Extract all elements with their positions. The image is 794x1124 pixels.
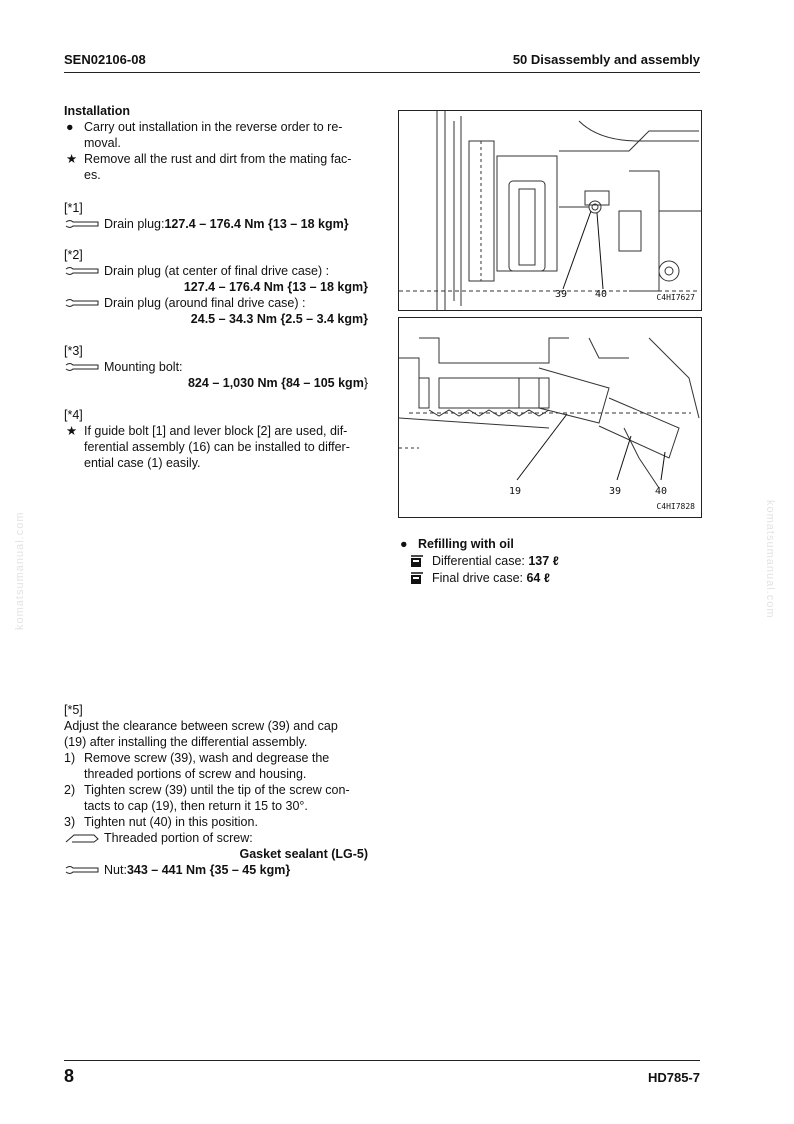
figure-1-callout-40: 40 [595, 289, 608, 300]
wrench-icon [64, 864, 100, 876]
header-rule [64, 72, 700, 73]
star-icon: ★ [66, 424, 78, 438]
ref3-section: [*3] Mounting bolt: 824 – 1,030 Nm {84 – 105 kgm} [64, 344, 368, 390]
star-icon: ★ [66, 152, 78, 166]
figure-2-code: C4HI7828 [656, 502, 695, 511]
ref4-section: [*4] ★ If guide bolt [1] and lever block [2] are used, dif- ferential assembly (16) can be installed to differ- ential case (1) easily. [64, 407, 368, 471]
star-item: ★ Remove all the rust and dirt from the mating fac- [66, 152, 352, 166]
section-title: 50 Disassembly and assembly [512, 52, 700, 67]
figure-1 [398, 110, 702, 311]
ref3-label: [*3] [64, 344, 83, 358]
oil-can-icon [410, 555, 424, 568]
torque-line: Drain plug: 127.4 – 176.4 Nm {13 – 18 kgm} [64, 216, 368, 232]
ref1-label: [*1] [64, 201, 83, 215]
figure-1-callout-39: 39 [555, 289, 568, 300]
installation-section: Installation ● Carry out installation in the reverse order to re- moval. ★ Remove all the rust and dirt from the mating fac- es. [64, 103, 368, 183]
figure-2-callout-19: 19 [509, 486, 522, 497]
ref2-label: [*2] [64, 248, 83, 262]
model-code: HD785-7 [647, 1070, 700, 1085]
refilling-section: ● Refilling with oil Differential case: 137 ℓ Final drive case: 64 ℓ [400, 537, 559, 585]
ref5-section: [*5] Adjust the clearance between screw (39) and cap (19) after installing the differential assembly. 1) Remove screw (39), wash and degrease the threaded portions of screw and housing. 2) Tighten screw (39) until the tip of the screw con- tacts to cap (19), then return it 15 to 30°. 3) Tighten nut (40) in this position. Threaded portion of screw: Gasket sealant (LG-5) Nut: 343 – 441 Nm {35 – 45 kgm} [64, 703, 368, 877]
oil-can-icon [410, 572, 424, 585]
figure-1-drawing [399, 111, 701, 310]
figure-1-code: C4HI7627 [656, 293, 695, 302]
doc-code: SEN02106-08 [64, 52, 146, 67]
bullet-icon: ● [400, 537, 408, 551]
wrench-icon [64, 218, 100, 230]
watermark-right: komatsumanual.com [764, 500, 776, 619]
ref1-section [64, 200, 368, 232]
bullet-item: ● Carry out installation in the reverse order to re- [66, 120, 343, 134]
ref5-label: [*5] [64, 703, 83, 717]
ref4-label: [*4] [64, 408, 83, 422]
step-3: 3) Tighten nut (40) in this position. [64, 815, 258, 829]
footer-rule [64, 1060, 700, 1061]
bullet-icon: ● [66, 120, 74, 134]
installation-heading: Installation [64, 104, 130, 118]
wrench-icon [64, 265, 100, 277]
sealant-icon [64, 832, 100, 844]
wrench-icon [64, 361, 100, 373]
wrench-icon [64, 297, 100, 309]
figure-2 [398, 317, 702, 518]
step-2: 2) Tighten screw (39) until the tip of the screw con- [64, 783, 350, 797]
ref2-section: [*2] Drain plug (at center of final drive case) : 127.4 – 176.4 Nm {13 – 18 kgm} Drain plug (around final drive case) : 24.5 – 34.3 Nm {2.5 – 3.4 kgm} [64, 248, 368, 326]
refilling-heading: Refilling with oil [418, 537, 514, 551]
watermark-left: komatsumanual.com [14, 511, 26, 630]
step-1: 1) Remove screw (39), wash and degrease the [64, 751, 330, 765]
page-number: 8 [64, 1066, 75, 1086]
figure-2-callout-40: 40 [655, 486, 668, 497]
figure-2-callout-39: 39 [609, 486, 622, 497]
